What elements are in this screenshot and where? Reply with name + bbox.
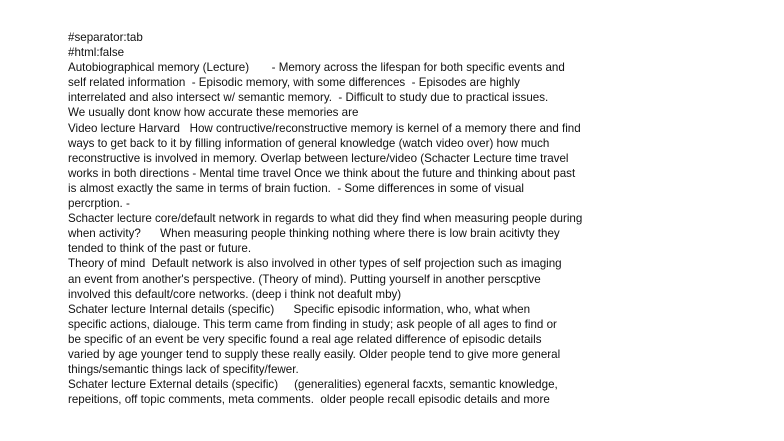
text-line: involved this default/core networks. (deep i think not deafult mby): [68, 287, 402, 301]
text-line: percrption. -: [68, 197, 130, 211]
text-line: We usually dont know how accurate these memories are: [68, 106, 359, 120]
text-line: Video lecture Harvard How contructive/reconstructive memory is kernel of a memory there and find: [68, 121, 581, 135]
text-line: varied by age younger tend to supply these really easily. Older people tend to give more general: [68, 347, 561, 361]
text-line: is almost exactly the same in terms of brain fuction. - Some differences in some of visual: [68, 181, 524, 195]
text-line: Schater lecture Internal details (specific) Specific episodic information, who, what when: [68, 302, 531, 316]
text-line: things/semantic things lack of specifity/fewer.: [68, 363, 299, 377]
text-line: self related information - Episodic memory, with some differences - Episodes are highly: [68, 76, 520, 90]
text-line: when activity? When measuring people thinking nothing where there is low brain acitivty they: [68, 227, 560, 241]
text-line: reconstructive is involved in memory. Overlap between lecture/video (Schacter Lecture time travel: [68, 151, 569, 165]
text-line: be specific of an event be very specific found a real age related difference of episodic details: [68, 332, 542, 346]
text-line: #html:false: [68, 46, 125, 60]
text-line: ways to get back to it by filling information of general knowledge (watch video over) how much: [68, 136, 550, 150]
text-line: repeitions, off topic comments, meta comments. older people recall episodic details and more: [68, 393, 550, 407]
text-line: Autobiographical memory (Lecture) - Memory across the lifespan for both specific events and: [68, 61, 565, 75]
text-line: Schacter lecture core/default network in regards to what did they find when measuring people during: [68, 212, 583, 226]
text-line: an event from another's perspective. (Theory of mind). Putting yourself in another perscptive: [68, 272, 541, 286]
text-line: specific actions, dialouge. This term came from finding in study; ask people of all ages to find or: [68, 317, 557, 331]
text-line: Schater lecture External details (specific) (generalities) egeneral facxts, semantic knowledge,: [68, 378, 558, 392]
text-line: works in both directions - Mental time travel Once we think about the future and thinking about past: [68, 166, 576, 180]
text-line: Theory of mind Default network is also involved in other types of self projection such as imaging: [68, 257, 562, 271]
text-line: tended to think of the past or future.: [68, 242, 252, 256]
text-line: #separator:tab: [68, 31, 143, 44]
document-text: [68, 30, 768, 407]
text-line: interrelated and also intersect w/ semantic memory. - Difficult to study due to practical issues.: [68, 91, 549, 105]
